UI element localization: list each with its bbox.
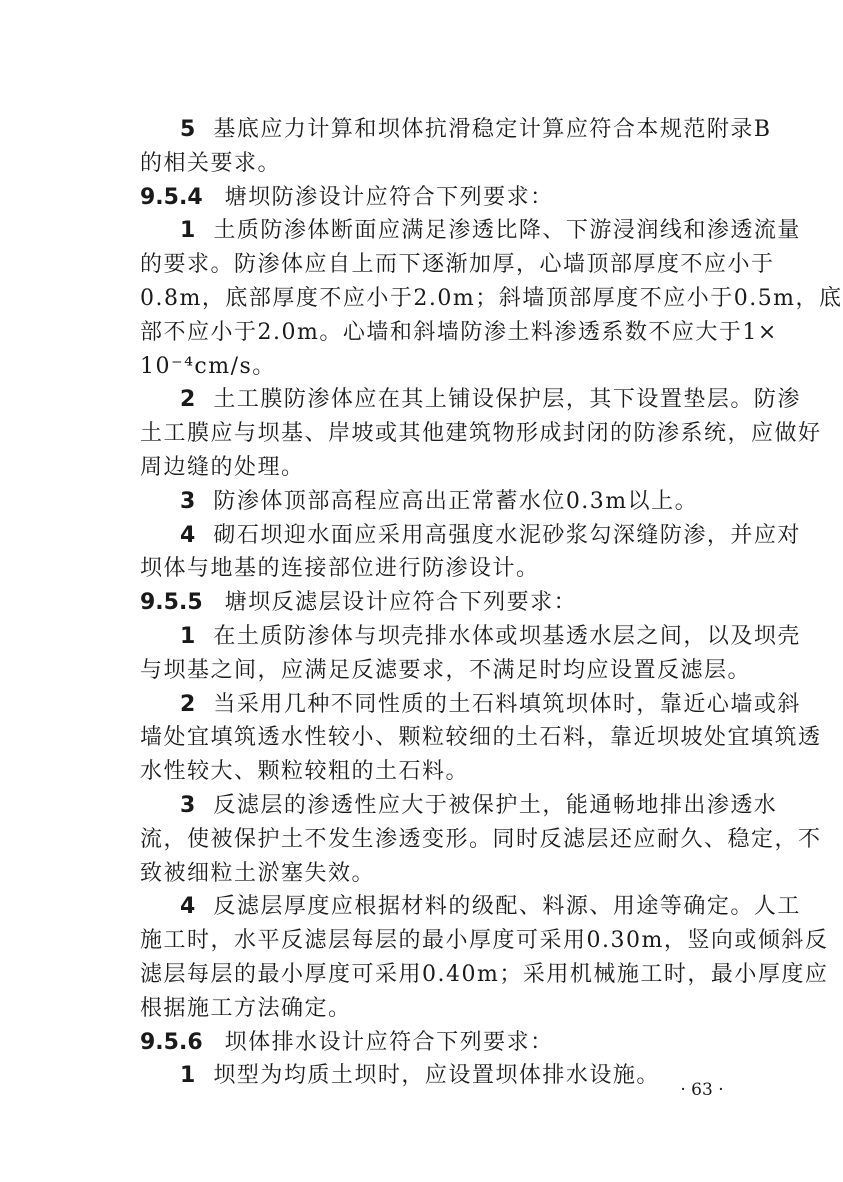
paragraph-line [140, 722, 822, 754]
paragraph-line [140, 148, 752, 180]
item-number: 1 [180, 218, 196, 244]
paragraph-line [180, 520, 801, 552]
paragraph-line [180, 486, 752, 518]
line-text: 当采用几种不同性质的土石料填筑坝体时，靠近心墙或斜 [213, 691, 801, 717]
paragraph-line [140, 655, 752, 687]
line-text: 滤层每层的最小厚度可采用0.40m；采用机械施工时，最小厚度应 [140, 962, 829, 987]
paragraph-line [140, 824, 822, 856]
paragraph-line [180, 621, 801, 653]
line-text: 与坝基之间，应满足反滤要求，不满足时均应设置反滤层。 [140, 657, 752, 683]
paragraph-line [140, 283, 843, 315]
line-text: 砌石坝迎水面应采用高强度水泥砂浆勾深缝防渗，并应对 [213, 522, 801, 548]
section-number: 9.5.6 [140, 1029, 203, 1055]
section-title: 塘坝反滤层设计应符合下列要求： [224, 590, 578, 616]
paragraph-line [180, 1060, 752, 1092]
line-text: 坝体与地基的连接部位进行防渗设计。 [140, 556, 540, 582]
item-number: 4 [180, 894, 196, 920]
line-text: 在土质防渗体与坝壳排水体或坝基透水层之间，以及坝壳 [213, 624, 801, 649]
section-heading [140, 182, 752, 214]
item-number: 4 [180, 522, 196, 548]
item-number: 2 [180, 387, 196, 413]
paragraph-line [140, 249, 775, 281]
paragraph-line [140, 418, 822, 450]
line-text: 的要求。防渗体应自上而下逐渐加厚，心墙顶部厚度不应小于 [140, 252, 775, 278]
paragraph-line [180, 114, 772, 146]
item-number: 5 [180, 117, 196, 142]
line-text: 防渗体顶部高程应高出正常蓄水位0.3m以上。 [213, 488, 699, 514]
line-text: 致被细粒土淤塞失效。 [140, 860, 376, 886]
line-text: 基底应力计算和坝体抗滑稳定计算应符合本规范附录B [213, 117, 772, 142]
paragraph-line [140, 959, 829, 991]
line-text: 周边缝的处理。 [140, 455, 305, 480]
paragraph-line [180, 891, 801, 923]
paragraph-line [140, 351, 752, 383]
paragraph-line [180, 384, 801, 416]
section-title: 坝体排水设计应符合下列要求： [224, 1029, 554, 1055]
line-text: 的相关要求。 [140, 150, 282, 176]
page-number: · 63 · [680, 1080, 724, 1100]
section-title: 塘坝防渗设计应符合下列要求： [224, 184, 554, 210]
line-text: 水性较大、颗粒较粗的土石料。 [140, 759, 470, 785]
line-text: 0.8m，底部厚度不应小于2.0m；斜墙顶部厚度不应小于0.5m，底 [140, 286, 843, 311]
paragraph-line [180, 215, 801, 247]
item-number: 2 [180, 691, 196, 717]
section-number: 9.5.4 [140, 184, 203, 210]
section-heading [140, 587, 752, 619]
line-text: 根据施工方法确定。 [140, 995, 352, 1021]
item-number: 3 [180, 793, 196, 818]
item-number: 3 [180, 488, 196, 514]
line-text: 10⁻⁴cm/s。 [140, 353, 276, 379]
paragraph-line [180, 689, 801, 721]
paragraph-line [180, 790, 778, 822]
paragraph-line [140, 993, 752, 1025]
item-number: 1 [180, 1063, 196, 1089]
line-text: 流，使被保护土不发生渗透变形。同时反滤层还应耐久、稳定，不 [140, 826, 822, 852]
section-heading [140, 1027, 752, 1059]
line-text: 墙处宜填筑透水性较小、颗粒较细的土石料，靠近坝坡处宜填筑透 [140, 725, 822, 751]
line-text: 坝型为均质土坝时，应设置坝体排水设施。 [213, 1063, 660, 1089]
paragraph-line [140, 858, 752, 890]
paragraph-line [140, 925, 829, 957]
section-number: 9.5.5 [140, 590, 203, 616]
line-text: 土工膜防渗体应在其上铺设保护层，其下设置垫层。防渗 [213, 387, 801, 413]
line-text: 施工时，水平反滤层每层的最小厚度可采用0.30m，竖向或倾斜反 [140, 928, 829, 954]
line-text: 土工膜应与坝基、岸坡或其他建筑物形成封闭的防渗系统，应做好 [140, 421, 822, 447]
paragraph-line [140, 756, 752, 788]
line-text: 反滤层的渗透性应大于被保护土，能通畅地排出渗透水 [213, 793, 778, 818]
paragraph-line [140, 553, 752, 585]
item-number: 1 [180, 624, 196, 649]
line-text: 土质防渗体断面应满足渗透比降、下游浸润线和渗透流量 [213, 218, 801, 244]
line-text: 部不应小于2.0m。心墙和斜墙防渗土料渗透系数不应大于1× [140, 319, 778, 345]
paragraph-line [140, 452, 752, 484]
paragraph-line [140, 317, 778, 349]
line-text: 反滤层厚度应根据材料的级配、料源、用途等确定。人工 [213, 894, 801, 920]
